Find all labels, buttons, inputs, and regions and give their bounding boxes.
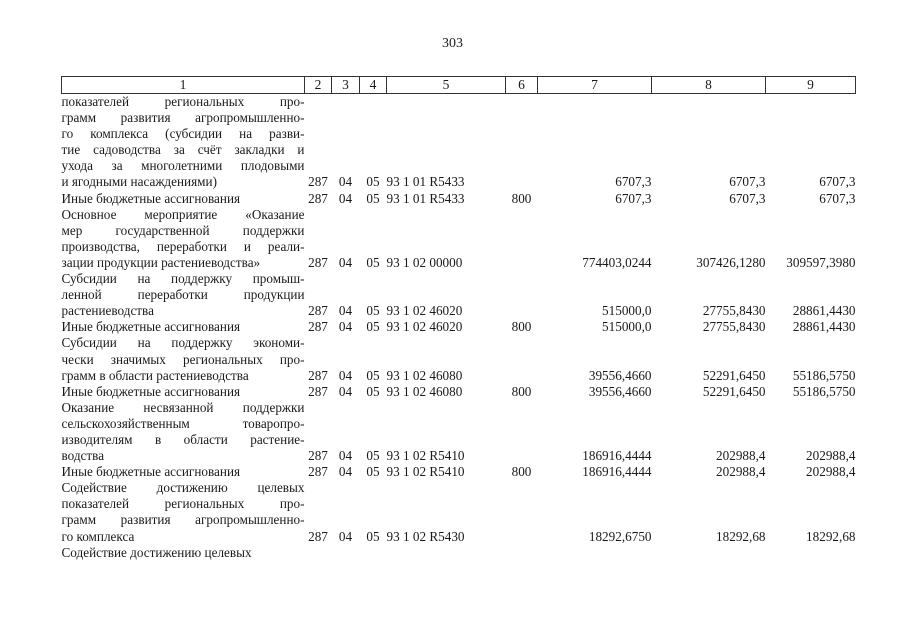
- cell-c9: 6707,3: [819, 174, 856, 190]
- cell-c6: [506, 207, 538, 271]
- cell-c9: 309597,3980: [786, 254, 856, 270]
- cell-c6: 800: [511, 190, 532, 206]
- row-name: [62, 480, 305, 544]
- cell-c9: [766, 545, 856, 561]
- cell-c9: 18292,68: [806, 528, 856, 544]
- cell-c6: [506, 480, 538, 544]
- budget-table: [61, 76, 856, 561]
- table-row: [62, 400, 856, 464]
- row-name: [62, 335, 305, 383]
- table-row: [62, 94, 856, 191]
- row-name-line: грамм развития агропромышленно-: [61, 512, 305, 528]
- cell-c2: [305, 545, 332, 561]
- table-row: [62, 271, 856, 319]
- row-name-line: сельскохозяйственным товаропро-: [61, 415, 305, 431]
- row-name: [62, 400, 305, 464]
- column-header: 2: [305, 77, 332, 94]
- cell-c2: 287: [308, 174, 328, 190]
- cell-c9: 202988,4: [806, 464, 856, 480]
- cell-c2: 287: [308, 367, 328, 383]
- cell-c4: 05: [366, 367, 380, 383]
- cell-c8: 307426,1280: [696, 254, 766, 270]
- table-row: [62, 319, 856, 335]
- cell-c7: 6707,3: [615, 190, 652, 206]
- table-row: [62, 191, 856, 207]
- cell-c4: 05: [366, 464, 380, 480]
- row-name-line: ухода за многолетними плодовыми: [61, 158, 305, 174]
- column-header: 4: [360, 77, 387, 94]
- cell-c3: 04: [338, 174, 353, 190]
- cell-c3: 04: [338, 448, 353, 464]
- row-name-line: Содействие достижению целевых: [61, 480, 305, 496]
- cell-c9: 55186,5750: [792, 383, 856, 399]
- row-name-line: изводителям в области растение-: [61, 431, 305, 447]
- cell-c2: 287: [308, 383, 328, 399]
- cell-c8: 27755,8430: [702, 319, 766, 335]
- column-header: 1: [62, 77, 305, 94]
- cell-c6: [506, 400, 538, 464]
- table-row: [62, 545, 856, 561]
- cell-c4: 05: [366, 254, 380, 270]
- row-name-line: грамм развития агропромышленно-: [61, 110, 305, 126]
- cell-c6: [506, 271, 538, 319]
- table-row: [62, 480, 856, 544]
- cell-c3: 04: [338, 254, 353, 270]
- row-name-line: показателей региональных про-: [61, 94, 305, 109]
- cell-c6: 800: [511, 464, 532, 480]
- row-name-line: производства, переработки и реали-: [61, 238, 305, 254]
- cell-c5: [387, 545, 506, 561]
- row-name: [62, 207, 305, 271]
- row-name-line: чески значимых региональных про-: [61, 351, 305, 367]
- cell-c6: [506, 94, 538, 191]
- cell-c5: 93 1 02 46080: [386, 383, 463, 399]
- cell-c3: 04: [338, 367, 353, 383]
- row-name-line: го комплекса (субсидии на разви-: [61, 126, 305, 142]
- cell-c7: 186916,4444: [582, 448, 652, 464]
- cell-c8: 6707,3: [729, 174, 766, 190]
- cell-c9: 55186,5750: [792, 367, 856, 383]
- cell-c2: 287: [308, 190, 328, 206]
- cell-c3: 04: [338, 319, 353, 335]
- cell-c9: 202988,4: [806, 448, 856, 464]
- cell-c7: 774403,0244: [582, 254, 652, 270]
- row-name: [62, 384, 305, 400]
- row-name-line: Иные бюджетные ассигнования: [61, 464, 241, 480]
- cell-c4: 05: [366, 383, 380, 399]
- cell-c2: 287: [308, 319, 328, 335]
- table-row: [62, 464, 856, 480]
- table-row: [62, 207, 856, 271]
- row-name-line: Иные бюджетные ассигнования: [61, 319, 241, 335]
- row-name: [62, 545, 305, 561]
- cell-c7: 39556,4660: [588, 367, 652, 383]
- row-name-line: мер государственной поддержки: [61, 222, 305, 238]
- row-name-line: показателей региональных про-: [61, 496, 305, 512]
- column-header: 3: [332, 77, 360, 94]
- column-header: 8: [652, 77, 766, 94]
- row-name-line: Субсидии на поддержку экономи-: [61, 335, 305, 351]
- table-row: [62, 384, 856, 400]
- cell-c3: 04: [338, 464, 353, 480]
- cell-c4: 05: [366, 528, 380, 544]
- cell-c8: 18292,68: [716, 528, 766, 544]
- cell-c8: 6707,3: [729, 190, 766, 206]
- row-name: [62, 94, 305, 191]
- row-name-line: го комплекса: [61, 528, 135, 544]
- column-header: 5: [387, 77, 506, 94]
- cell-c4: 05: [366, 303, 380, 319]
- cell-c6: 800: [511, 319, 532, 335]
- cell-c4: 05: [366, 448, 380, 464]
- cell-c9: 6707,3: [819, 190, 856, 206]
- cell-c2: 287: [308, 464, 328, 480]
- row-name: [62, 191, 305, 207]
- table-body: [62, 94, 856, 561]
- cell-c5: 93 1 02 R5410: [386, 448, 465, 464]
- cell-c7: 186916,4444: [582, 464, 652, 480]
- row-name: [62, 271, 305, 319]
- cell-c5: 93 1 02 R5430: [386, 528, 465, 544]
- page-number: 303: [442, 36, 463, 51]
- row-name-line: Содействие достижению целевых: [61, 544, 252, 560]
- cell-c7: 515000,0: [602, 303, 652, 319]
- cell-c3: 04: [338, 383, 353, 399]
- column-header: 9: [766, 77, 856, 94]
- cell-c4: 05: [366, 174, 380, 190]
- row-name-line: и ягодными насаждениями): [61, 174, 217, 190]
- cell-c5: 93 1 02 46080: [386, 367, 463, 383]
- cell-c4: [360, 545, 387, 561]
- row-name-line: Оказание несвязанной поддержки: [61, 399, 305, 415]
- cell-c5: 93 1 02 R5410: [386, 464, 465, 480]
- cell-c7: 39556,4660: [588, 383, 652, 399]
- table-row: [62, 335, 856, 383]
- cell-c5: 93 1 02 46020: [386, 319, 463, 335]
- column-header: 7: [538, 77, 652, 94]
- cell-c8: 52291,6450: [702, 367, 766, 383]
- row-name-line: Иные бюджетные ассигнования: [61, 383, 241, 399]
- cell-c2: 287: [308, 254, 328, 270]
- row-name-line: водства: [61, 448, 105, 464]
- cell-c8: [652, 545, 766, 561]
- cell-c6: [506, 335, 538, 383]
- row-name: [62, 464, 305, 480]
- cell-c8: 52291,6450: [702, 383, 766, 399]
- column-header: 6: [506, 77, 538, 94]
- cell-c5: 93 1 02 46020: [386, 303, 463, 319]
- cell-c5: 93 1 01 R5433: [386, 190, 465, 206]
- cell-c4: 05: [366, 319, 380, 335]
- cell-c3: 04: [338, 528, 353, 544]
- cell-c8: 27755,8430: [702, 303, 766, 319]
- row-name-line: ленной переработки продукции: [61, 287, 305, 303]
- cell-c7: [538, 545, 652, 561]
- row-name-line: грамм в области растениеводства: [61, 367, 249, 383]
- row-name: [62, 319, 305, 335]
- cell-c7: 6707,3: [615, 174, 652, 190]
- cell-c8: 202988,4: [716, 464, 766, 480]
- cell-c5: 93 1 01 R5433: [386, 174, 465, 190]
- row-name-line: Иные бюджетные ассигнования: [61, 190, 241, 206]
- cell-c9: 28861,4430: [792, 319, 856, 335]
- cell-c9: 28861,4430: [792, 303, 856, 319]
- row-name-line: зации продукции растениеводства»: [61, 254, 261, 270]
- cell-c2: 287: [308, 528, 328, 544]
- row-name-line: Основное мероприятие «Оказание: [61, 206, 305, 222]
- cell-c8: 202988,4: [716, 448, 766, 464]
- cell-c7: 515000,0: [602, 319, 652, 335]
- cell-c3: 04: [338, 303, 353, 319]
- cell-c7: 18292,6750: [588, 528, 652, 544]
- row-name-line: тие садоводства за счёт закладки и: [61, 142, 305, 158]
- cell-c2: 287: [308, 303, 328, 319]
- cell-c4: 05: [366, 190, 380, 206]
- row-name-line: растениеводства: [61, 303, 154, 319]
- cell-c2: 287: [308, 448, 328, 464]
- cell-c5: 93 1 02 00000: [386, 254, 463, 270]
- table-header-row: [62, 77, 856, 94]
- row-name-line: Субсидии на поддержку промыш-: [61, 271, 305, 287]
- cell-c6: [506, 545, 538, 561]
- cell-c3: [332, 545, 360, 561]
- cell-c6: 800: [511, 383, 532, 399]
- cell-c3: 04: [338, 190, 353, 206]
